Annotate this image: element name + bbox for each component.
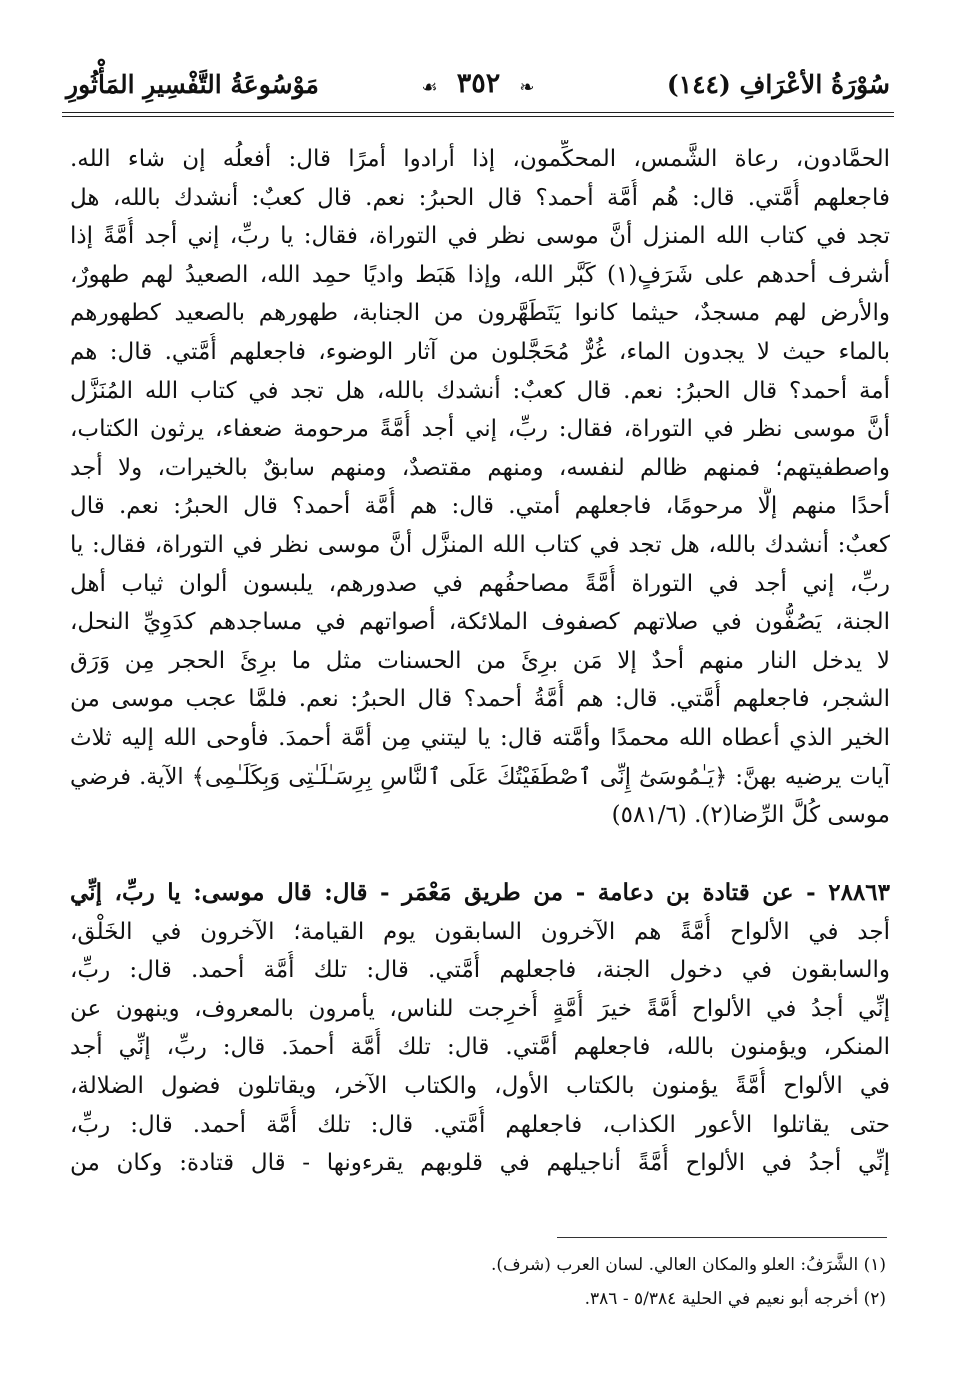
footnote-2: (٢) أخرجه أبو نعيم في الحلية ٥/٣٨٤ - ٣٨٦. xyxy=(584,1289,886,1309)
text-line: تجد في كتاب الله المنزل أنَّ موسى نظر في التوراة، فقال: يا ربِّ، إني أجد أُمَّةً إذا xyxy=(70,223,890,250)
header-rule-inner xyxy=(62,116,894,117)
narration-block-2 xyxy=(70,874,890,1183)
text-line: لا يدخل النار منهم أحدٌ إلا مَن برِئَ من الحسنات مثل ما برِئَ الحجر مِن وَرَق xyxy=(70,647,890,674)
footnote-1: (١) الشَّرَفُ: العلو والمكان العالي. لسان العرب (شرف). xyxy=(491,1255,886,1275)
footnote-rule xyxy=(557,1237,887,1238)
text-line: موسى كُلَّ الرِّضا(٢). (٥٨١/٦) xyxy=(611,802,890,829)
text-line: فاجعلهم أُمَّتي. قال: هُم أُمَّة أحمد؟ قال الحبرُ: نعم. قال كعبٌ: أنشدك بالله، هل xyxy=(70,184,890,211)
text-line: والسابقون في دخول الجنة، فاجعلهم أُمَّتي. قال: تلك أُمَّة أحمد. قال: ربِّ، xyxy=(70,957,890,984)
text-line: ربِّ، إني أجد في التوراة أُمَّةً مصاحفُهم في صدورهم، يلبسون ألوان ثياب أهل xyxy=(70,570,890,597)
ornament-icon: ☙ xyxy=(421,77,438,98)
text-line-with-number: ٢٨٨٦٣ - عن قتادة بن دعامة - من طريق مَعْمَر - قال: قال موسى: يا ربِّ، إنِّي xyxy=(70,879,890,906)
text-line: آيات يرضيه بهنَّ: ﴿يَـٰمُوسَىٰٓ إِنِّى ٱصْطَفَيْتُكَ عَلَى ٱلنَّاسِ بِرِسَـٰلَـٰتِى وَبِكَلَـٰمِى﴾ الآية. فرضي xyxy=(70,763,890,790)
text-line: والأرض لهم مسجدٌ، حيثما كانوا يَتَطَهَّرون من الجنابة، طهورهم بالصعيد كطهورهم xyxy=(70,300,890,327)
text-line: أجد في الألواح أُمَّةً هم الآخرون السابقون يوم القيامة؛ الآخرون في الخَلْق، xyxy=(70,918,890,945)
page-header xyxy=(62,66,894,110)
text-line: أحدًا منهم إلَّا مرحومًا، فاجعلهم أمتي. قال: هم أُمَّة أحمد؟ قال الحبرُ: نعم. قال xyxy=(70,493,890,520)
text-line: أمة أحمد؟ قال الحبرُ: نعم. قال كعبٌ: أنشدك بالله، هل تجد في كتاب الله المُنَزَّل xyxy=(70,377,890,404)
text-line: الجنة، يَصُفُّون في صلاتهم كصفوف الملائكة، أصواتهم في مساجدهم كدَوِيِّ النحل، xyxy=(70,609,890,636)
text-line: بالماء حيث لا يجدون الماء، غُرٌّ مُحَجَّلون من آثار الوضوء، فاجعلهم أُمَّتي. قال: هم xyxy=(70,338,890,365)
narration-block-1 xyxy=(70,140,890,835)
text-line: في الألواح أُمَّةً يؤمنون بالكتاب الأول، والكتاب الآخر، ويقاتلون فضول الضلالة، xyxy=(70,1072,890,1099)
text-line: كعبٌ: أنشدك بالله، هل تجد في كتاب الله المنزَّل أنَّ موسى نظر في التوراة، فقال: يا xyxy=(70,531,890,558)
text-line: إنِّي أجدُ في الألواح أُمَّةً خيرَ أُمَّةٍ أُخرِجت للناس، يأمرون بالمعروف، وينهون عن xyxy=(70,995,890,1022)
header-rule xyxy=(62,112,894,113)
surah-title: سُوْرَةُ الأعْرَافِ (١٤٤) xyxy=(666,70,890,99)
text-line: الحمَّادون، رعاة الشَّمس، المحكِّمون، إذا أرادوا أمرًا قال: أفعلُه إن شاء الله. xyxy=(70,146,890,172)
page-number: ٣٥٢ xyxy=(456,68,501,99)
ornament-icon: ❧ xyxy=(519,77,535,98)
text-line: المنكر، ويؤمنون بالله، فاجعلهم أمَّتي. قال: تلك أُمَّة أحمدَ. قال: ربِّ، إنِّي أجد xyxy=(70,1034,890,1061)
text-line: أشرف أحدهم على شَرَفٍ(١) كَبَّر الله، وإذا هَبَط واديًا حمِد الله، الصعيدُ لهم طهورٌ، xyxy=(70,261,890,288)
text-line: الخير الذي أعطاه الله محمدًا وأمَّته قال: يا ليتني مِن أمَّة أحمدَ. فأوحى الله إليه ثلاث xyxy=(70,724,890,751)
text-line: إنِّي أجدُ في الألواح أُمَّةً أناجيلهم في قلوبهم يقرءونها - قال قتادة: وكان من xyxy=(70,1150,890,1177)
text-line: أنَّ موسى نظر في التوراة، فقال: ربِّ، إني أجد أُمَّةً مرحومة ضعفاء، يرثون الكتاب، xyxy=(70,416,890,443)
text-line: الشجر، فاجعلهم أُمَّتي. قال: هم أُمَّةُ أحمد؟ قال الحبرُ: نعم. فلمَّا عجب موسى من xyxy=(70,686,890,713)
text-line: حتى يقاتلوا الأعور الكذاب، فاجعلهم أُمَّتي. قال: تلك أُمَّة أحمد. قال: ربِّ، xyxy=(70,1111,890,1138)
text-line: واصطفيتهم؛ فمنهم ظالم لنفسه، ومنهم مقتصدٌ، ومنهم سابقٌ بالخيرات، ولا أجد xyxy=(70,454,890,481)
book-title: مَوْسُوعَةُ التَّفْسِيرِ المَأْثُورِ xyxy=(66,70,319,99)
